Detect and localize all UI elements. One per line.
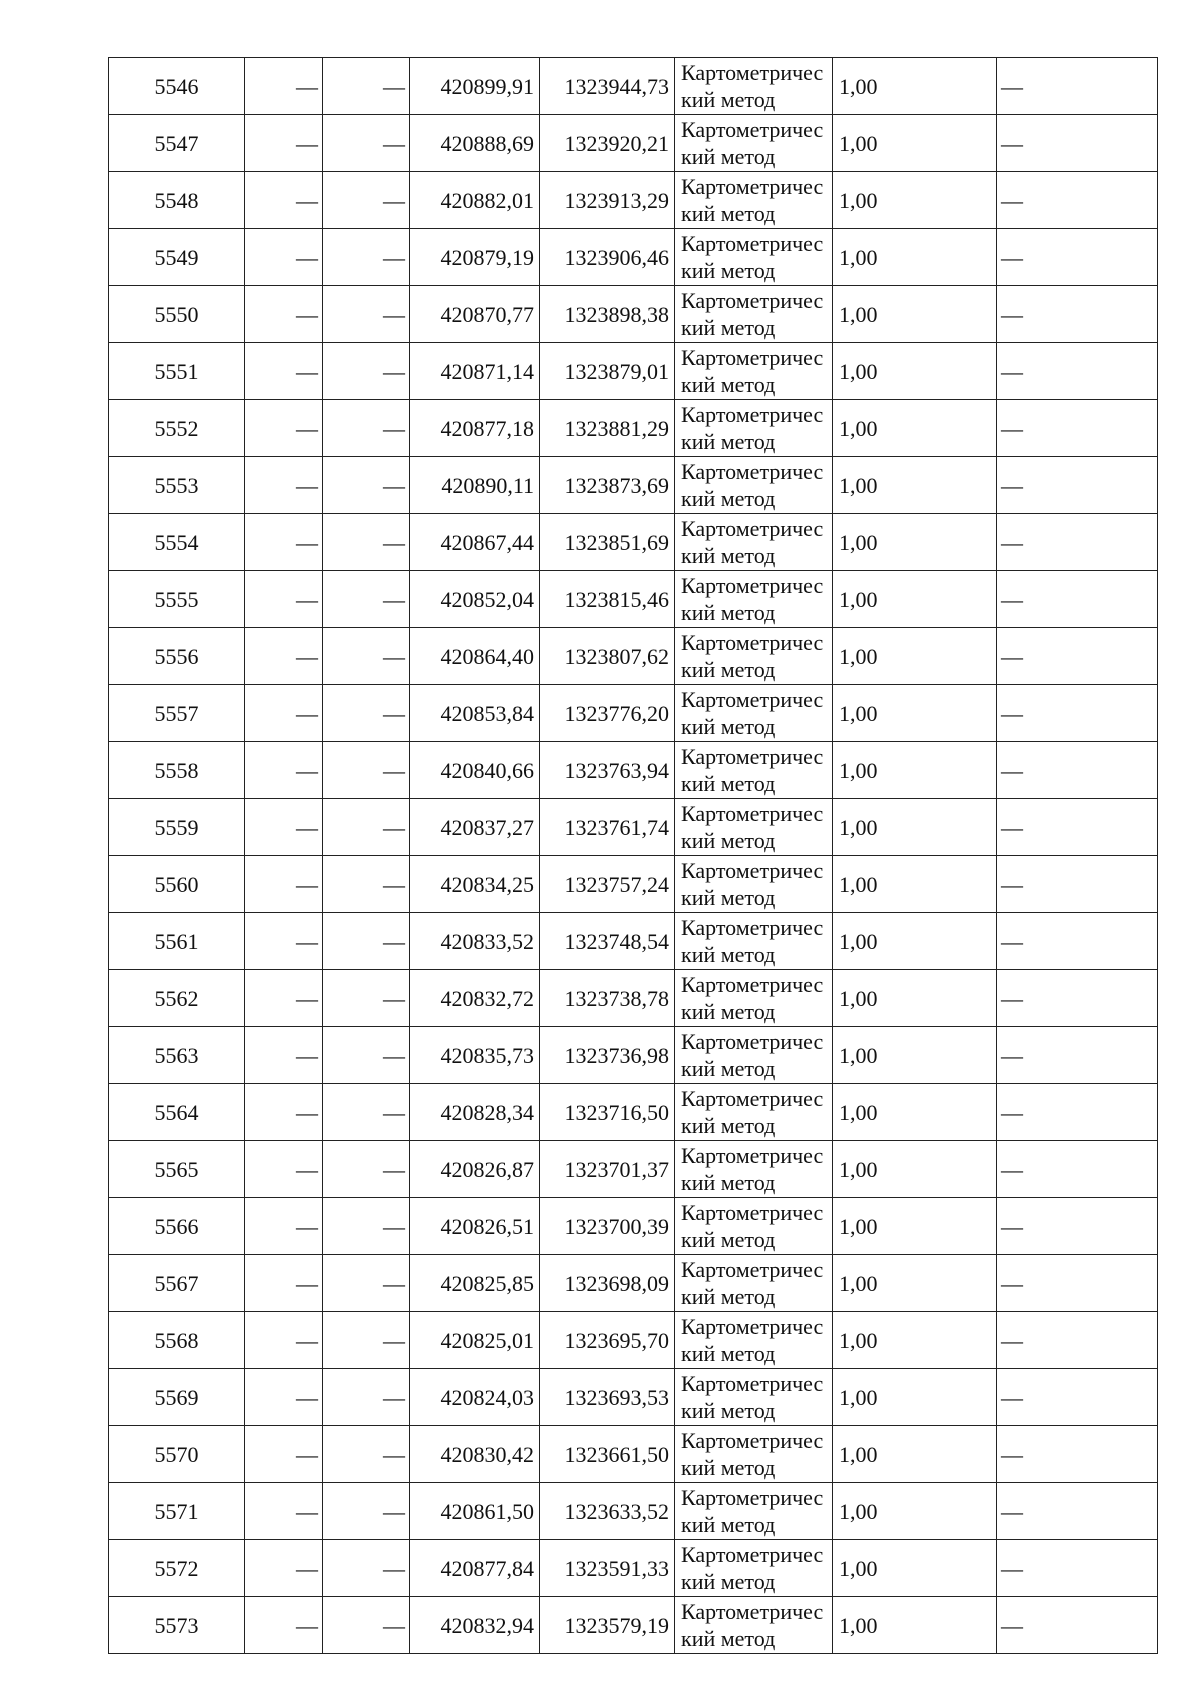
accuracy-cell: 1,00: [833, 1198, 997, 1255]
method-cell: Картометрический метод: [675, 115, 833, 172]
method-cell: Картометрический метод: [675, 913, 833, 970]
accuracy-cell: 1,00: [833, 1255, 997, 1312]
point-number-cell: 5572: [109, 1540, 245, 1597]
accuracy-cell: 1,00: [833, 1369, 997, 1426]
empty-value-cell: —: [997, 685, 1158, 742]
empty-value-cell: —: [997, 1084, 1158, 1141]
point-number-cell: 5547: [109, 115, 245, 172]
accuracy-cell: 1,00: [833, 571, 997, 628]
empty-value-cell: —: [245, 628, 323, 685]
empty-value-cell: —: [245, 1141, 323, 1198]
point-number-cell: 5555: [109, 571, 245, 628]
point-number-cell: 5567: [109, 1255, 245, 1312]
empty-value-cell: —: [997, 457, 1158, 514]
x-coordinate-cell: 420861,50: [410, 1483, 540, 1540]
table-row: [109, 115, 1158, 172]
table-row: [109, 571, 1158, 628]
method-cell: Картометрический метод: [675, 514, 833, 571]
y-coordinate-cell: 1323633,52: [540, 1483, 675, 1540]
empty-value-cell: —: [323, 685, 410, 742]
empty-value-cell: —: [997, 628, 1158, 685]
x-coordinate-cell: 420832,94: [410, 1597, 540, 1654]
empty-value-cell: —: [997, 742, 1158, 799]
table-row: [109, 1084, 1158, 1141]
accuracy-cell: 1,00: [833, 229, 997, 286]
empty-value-cell: —: [997, 856, 1158, 913]
empty-value-cell: —: [323, 286, 410, 343]
accuracy-cell: 1,00: [833, 628, 997, 685]
empty-value-cell: —: [245, 514, 323, 571]
x-coordinate-cell: 420888,69: [410, 115, 540, 172]
y-coordinate-cell: 1323761,74: [540, 799, 675, 856]
y-coordinate-cell: 1323906,46: [540, 229, 675, 286]
method-cell: Картометрический метод: [675, 58, 833, 115]
accuracy-cell: 1,00: [833, 970, 997, 1027]
empty-value-cell: —: [323, 1312, 410, 1369]
method-cell: Картометрический метод: [675, 1540, 833, 1597]
x-coordinate-cell: 420833,52: [410, 913, 540, 970]
point-number-cell: 5562: [109, 970, 245, 1027]
empty-value-cell: —: [245, 343, 323, 400]
empty-value-cell: —: [245, 571, 323, 628]
point-number-cell: 5573: [109, 1597, 245, 1654]
accuracy-cell: 1,00: [833, 343, 997, 400]
accuracy-cell: 1,00: [833, 58, 997, 115]
x-coordinate-cell: 420835,73: [410, 1027, 540, 1084]
point-number-cell: 5549: [109, 229, 245, 286]
method-cell: Картометрический метод: [675, 343, 833, 400]
empty-value-cell: —: [997, 970, 1158, 1027]
empty-value-cell: —: [997, 1141, 1158, 1198]
x-coordinate-cell: 420877,84: [410, 1540, 540, 1597]
accuracy-cell: 1,00: [833, 799, 997, 856]
method-cell: Картометрический метод: [675, 1483, 833, 1540]
method-cell: Картометрический метод: [675, 400, 833, 457]
point-number-cell: 5559: [109, 799, 245, 856]
empty-value-cell: —: [997, 571, 1158, 628]
x-coordinate-cell: 420882,01: [410, 172, 540, 229]
empty-value-cell: —: [997, 286, 1158, 343]
empty-value-cell: —: [323, 343, 410, 400]
table-row: [109, 1027, 1158, 1084]
method-cell: Картометрический метод: [675, 628, 833, 685]
empty-value-cell: —: [245, 1426, 323, 1483]
point-number-cell: 5551: [109, 343, 245, 400]
point-number-cell: 5565: [109, 1141, 245, 1198]
accuracy-cell: 1,00: [833, 856, 997, 913]
table-row: [109, 1597, 1158, 1654]
method-cell: Картометрический метод: [675, 1597, 833, 1654]
table-row: [109, 286, 1158, 343]
point-number-cell: 5564: [109, 1084, 245, 1141]
empty-value-cell: —: [245, 1084, 323, 1141]
method-cell: Картометрический метод: [675, 1312, 833, 1369]
y-coordinate-cell: 1323776,20: [540, 685, 675, 742]
method-cell: Картометрический метод: [675, 286, 833, 343]
empty-value-cell: —: [323, 514, 410, 571]
x-coordinate-cell: 420899,91: [410, 58, 540, 115]
accuracy-cell: 1,00: [833, 1426, 997, 1483]
y-coordinate-cell: 1323757,24: [540, 856, 675, 913]
table-row: [109, 229, 1158, 286]
empty-value-cell: —: [997, 799, 1158, 856]
empty-value-cell: —: [323, 58, 410, 115]
point-number-cell: 5552: [109, 400, 245, 457]
empty-value-cell: —: [323, 1483, 410, 1540]
empty-value-cell: —: [997, 343, 1158, 400]
method-cell: Картометрический метод: [675, 1369, 833, 1426]
accuracy-cell: 1,00: [833, 514, 997, 571]
empty-value-cell: —: [323, 913, 410, 970]
empty-value-cell: —: [245, 970, 323, 1027]
empty-value-cell: —: [997, 400, 1158, 457]
accuracy-cell: 1,00: [833, 172, 997, 229]
table-row: [109, 685, 1158, 742]
point-number-cell: 5553: [109, 457, 245, 514]
y-coordinate-cell: 1323851,69: [540, 514, 675, 571]
y-coordinate-cell: 1323701,37: [540, 1141, 675, 1198]
empty-value-cell: —: [997, 514, 1158, 571]
y-coordinate-cell: 1323898,38: [540, 286, 675, 343]
empty-value-cell: —: [323, 571, 410, 628]
point-number-cell: 5548: [109, 172, 245, 229]
method-cell: Картометрический метод: [675, 856, 833, 913]
method-cell: Картометрический метод: [675, 1141, 833, 1198]
point-number-cell: 5569: [109, 1369, 245, 1426]
method-cell: Картометрический метод: [675, 685, 833, 742]
y-coordinate-cell: 1323815,46: [540, 571, 675, 628]
empty-value-cell: —: [245, 1483, 323, 1540]
empty-value-cell: —: [323, 628, 410, 685]
table-row: [109, 913, 1158, 970]
x-coordinate-cell: 420871,14: [410, 343, 540, 400]
table-row: [109, 400, 1158, 457]
x-coordinate-cell: 420840,66: [410, 742, 540, 799]
accuracy-cell: 1,00: [833, 1141, 997, 1198]
accuracy-cell: 1,00: [833, 1597, 997, 1654]
x-coordinate-cell: 420832,72: [410, 970, 540, 1027]
empty-value-cell: —: [245, 457, 323, 514]
empty-value-cell: —: [997, 913, 1158, 970]
table-body: [109, 58, 1158, 1654]
table-row: [109, 1369, 1158, 1426]
table-row: [109, 172, 1158, 229]
table-row: [109, 742, 1158, 799]
x-coordinate-cell: 420826,51: [410, 1198, 540, 1255]
table-row: [109, 1198, 1158, 1255]
empty-value-cell: —: [997, 1597, 1158, 1654]
x-coordinate-cell: 420826,87: [410, 1141, 540, 1198]
empty-value-cell: —: [245, 685, 323, 742]
empty-value-cell: —: [245, 856, 323, 913]
y-coordinate-cell: 1323944,73: [540, 58, 675, 115]
empty-value-cell: —: [997, 1198, 1158, 1255]
method-cell: Картометрический метод: [675, 970, 833, 1027]
point-number-cell: 5546: [109, 58, 245, 115]
table-row: [109, 799, 1158, 856]
table-row: [109, 1312, 1158, 1369]
point-number-cell: 5571: [109, 1483, 245, 1540]
method-cell: Картометрический метод: [675, 742, 833, 799]
y-coordinate-cell: 1323695,70: [540, 1312, 675, 1369]
accuracy-cell: 1,00: [833, 115, 997, 172]
point-number-cell: 5561: [109, 913, 245, 970]
x-coordinate-cell: 420890,11: [410, 457, 540, 514]
point-number-cell: 5570: [109, 1426, 245, 1483]
empty-value-cell: —: [245, 172, 323, 229]
empty-value-cell: —: [997, 1312, 1158, 1369]
empty-value-cell: —: [245, 1597, 323, 1654]
x-coordinate-cell: 420825,85: [410, 1255, 540, 1312]
empty-value-cell: —: [323, 1597, 410, 1654]
accuracy-cell: 1,00: [833, 286, 997, 343]
y-coordinate-cell: 1323698,09: [540, 1255, 675, 1312]
table-row: [109, 343, 1158, 400]
accuracy-cell: 1,00: [833, 1084, 997, 1141]
x-coordinate-cell: 420853,84: [410, 685, 540, 742]
y-coordinate-cell: 1323748,54: [540, 913, 675, 970]
empty-value-cell: —: [997, 58, 1158, 115]
y-coordinate-cell: 1323807,62: [540, 628, 675, 685]
y-coordinate-cell: 1323661,50: [540, 1426, 675, 1483]
point-number-cell: 5556: [109, 628, 245, 685]
method-cell: Картометрический метод: [675, 1198, 833, 1255]
empty-value-cell: —: [997, 1483, 1158, 1540]
table-row: [109, 1141, 1158, 1198]
method-cell: Картометрический метод: [675, 1027, 833, 1084]
x-coordinate-cell: 420867,44: [410, 514, 540, 571]
accuracy-cell: 1,00: [833, 400, 997, 457]
empty-value-cell: —: [997, 115, 1158, 172]
x-coordinate-cell: 420877,18: [410, 400, 540, 457]
accuracy-cell: 1,00: [833, 1027, 997, 1084]
empty-value-cell: —: [245, 58, 323, 115]
x-coordinate-cell: 420828,34: [410, 1084, 540, 1141]
empty-value-cell: —: [323, 1084, 410, 1141]
x-coordinate-cell: 420830,42: [410, 1426, 540, 1483]
empty-value-cell: —: [323, 970, 410, 1027]
x-coordinate-cell: 420824,03: [410, 1369, 540, 1426]
empty-value-cell: —: [323, 229, 410, 286]
empty-value-cell: —: [323, 115, 410, 172]
empty-value-cell: —: [323, 457, 410, 514]
accuracy-cell: 1,00: [833, 1483, 997, 1540]
point-number-cell: 5558: [109, 742, 245, 799]
table-row: [109, 628, 1158, 685]
table-row: [109, 1483, 1158, 1540]
table-row: [109, 514, 1158, 571]
empty-value-cell: —: [323, 1369, 410, 1426]
x-coordinate-cell: 420834,25: [410, 856, 540, 913]
coordinates-table: [108, 57, 1158, 1654]
table-row: [109, 1540, 1158, 1597]
table-row: [109, 1255, 1158, 1312]
point-number-cell: 5563: [109, 1027, 245, 1084]
empty-value-cell: —: [245, 1312, 323, 1369]
accuracy-cell: 1,00: [833, 1540, 997, 1597]
y-coordinate-cell: 1323738,78: [540, 970, 675, 1027]
accuracy-cell: 1,00: [833, 457, 997, 514]
empty-value-cell: —: [245, 1255, 323, 1312]
y-coordinate-cell: 1323693,53: [540, 1369, 675, 1426]
x-coordinate-cell: 420852,04: [410, 571, 540, 628]
method-cell: Картометрический метод: [675, 1084, 833, 1141]
y-coordinate-cell: 1323700,39: [540, 1198, 675, 1255]
y-coordinate-cell: 1323913,29: [540, 172, 675, 229]
table-row: [109, 1426, 1158, 1483]
empty-value-cell: —: [245, 1540, 323, 1597]
y-coordinate-cell: 1323763,94: [540, 742, 675, 799]
method-cell: Картометрический метод: [675, 172, 833, 229]
empty-value-cell: —: [997, 1027, 1158, 1084]
y-coordinate-cell: 1323920,21: [540, 115, 675, 172]
method-cell: Картометрический метод: [675, 229, 833, 286]
table-row: [109, 970, 1158, 1027]
point-number-cell: 5560: [109, 856, 245, 913]
empty-value-cell: —: [997, 229, 1158, 286]
empty-value-cell: —: [323, 1540, 410, 1597]
accuracy-cell: 1,00: [833, 685, 997, 742]
x-coordinate-cell: 420870,77: [410, 286, 540, 343]
empty-value-cell: —: [323, 1027, 410, 1084]
empty-value-cell: —: [323, 1255, 410, 1312]
empty-value-cell: —: [997, 1255, 1158, 1312]
empty-value-cell: —: [323, 742, 410, 799]
method-cell: Картометрический метод: [675, 571, 833, 628]
table-row: [109, 58, 1158, 115]
table-row: [109, 457, 1158, 514]
accuracy-cell: 1,00: [833, 742, 997, 799]
empty-value-cell: —: [245, 1198, 323, 1255]
y-coordinate-cell: 1323881,29: [540, 400, 675, 457]
empty-value-cell: —: [245, 913, 323, 970]
empty-value-cell: —: [323, 1426, 410, 1483]
method-cell: Картометрический метод: [675, 1426, 833, 1483]
empty-value-cell: —: [997, 172, 1158, 229]
empty-value-cell: —: [323, 400, 410, 457]
table-row: [109, 856, 1158, 913]
empty-value-cell: —: [323, 1141, 410, 1198]
empty-value-cell: —: [245, 1027, 323, 1084]
empty-value-cell: —: [245, 742, 323, 799]
accuracy-cell: 1,00: [833, 1312, 997, 1369]
accuracy-cell: 1,00: [833, 913, 997, 970]
empty-value-cell: —: [245, 799, 323, 856]
empty-value-cell: —: [997, 1369, 1158, 1426]
y-coordinate-cell: 1323873,69: [540, 457, 675, 514]
method-cell: Картометрический метод: [675, 799, 833, 856]
x-coordinate-cell: 420837,27: [410, 799, 540, 856]
empty-value-cell: —: [323, 799, 410, 856]
x-coordinate-cell: 420825,01: [410, 1312, 540, 1369]
x-coordinate-cell: 420864,40: [410, 628, 540, 685]
empty-value-cell: —: [245, 229, 323, 286]
point-number-cell: 5568: [109, 1312, 245, 1369]
empty-value-cell: —: [323, 1198, 410, 1255]
empty-value-cell: —: [997, 1426, 1158, 1483]
method-cell: Картометрический метод: [675, 457, 833, 514]
empty-value-cell: —: [245, 1369, 323, 1426]
empty-value-cell: —: [245, 286, 323, 343]
empty-value-cell: —: [323, 172, 410, 229]
empty-value-cell: —: [323, 856, 410, 913]
y-coordinate-cell: 1323736,98: [540, 1027, 675, 1084]
point-number-cell: 5566: [109, 1198, 245, 1255]
empty-value-cell: —: [245, 115, 323, 172]
point-number-cell: 5557: [109, 685, 245, 742]
point-number-cell: 5550: [109, 286, 245, 343]
y-coordinate-cell: 1323579,19: [540, 1597, 675, 1654]
point-number-cell: 5554: [109, 514, 245, 571]
empty-value-cell: —: [245, 400, 323, 457]
method-cell: Картометрический метод: [675, 1255, 833, 1312]
x-coordinate-cell: 420879,19: [410, 229, 540, 286]
y-coordinate-cell: 1323591,33: [540, 1540, 675, 1597]
y-coordinate-cell: 1323879,01: [540, 343, 675, 400]
y-coordinate-cell: 1323716,50: [540, 1084, 675, 1141]
empty-value-cell: —: [997, 1540, 1158, 1597]
